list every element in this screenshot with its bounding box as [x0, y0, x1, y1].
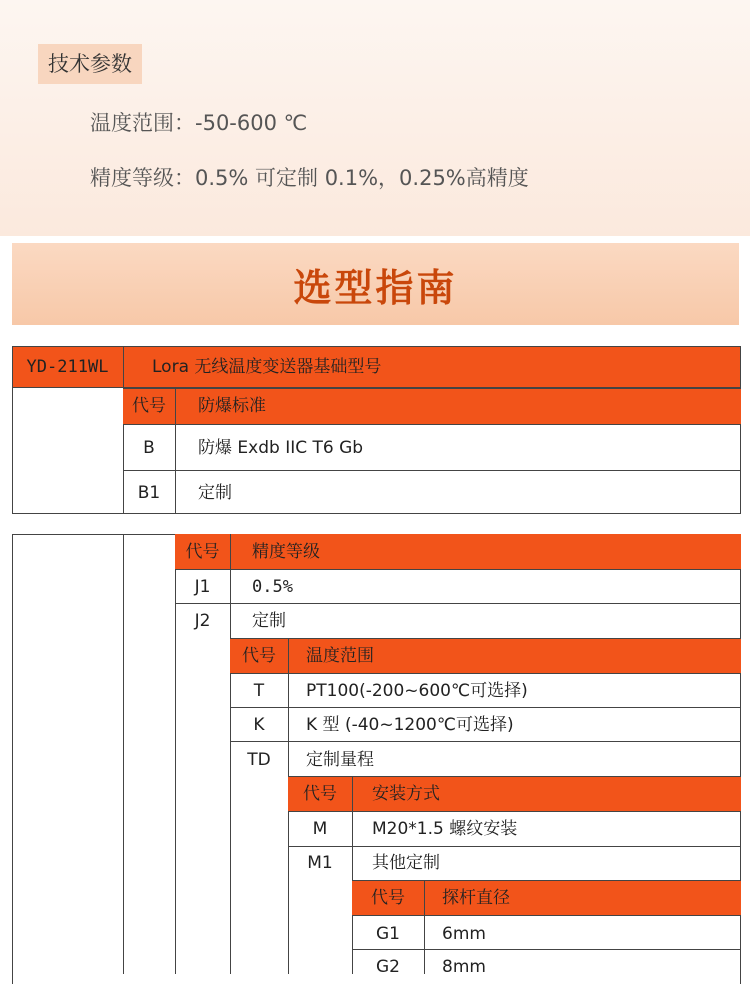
table-grid-line: [424, 880, 425, 974]
accuracy-code-header: 代号: [185, 542, 220, 562]
mount-header-row: [288, 776, 741, 812]
diameter-text-g2: 8mm: [442, 957, 486, 977]
range-code-t: T: [253, 681, 265, 701]
explosion-code-b1: B1: [137, 483, 161, 503]
temp-range-line: [90, 107, 307, 137]
selection-guide-title: 选型指南: [293, 266, 458, 310]
range-text-td: 定制量程: [306, 750, 374, 770]
temp-range-value: -50-600 ℃: [195, 111, 308, 135]
mount-name-header: 安装方式: [372, 784, 440, 804]
diameter-code-g2: G2: [376, 957, 400, 977]
diameter-code-header: 代号: [371, 888, 405, 908]
accuracy-text-j2: 定制: [252, 611, 286, 631]
explosion-name-header: 防爆标准: [198, 396, 266, 416]
selection-guide-banner: [12, 243, 739, 325]
diameter-code-g1: G1: [376, 924, 400, 944]
explosion-text-b: 防爆 Exdb IIC T6 Gb: [198, 438, 364, 458]
table-grid-line: [175, 534, 176, 974]
accuracy-text-j1: 0.5%: [252, 577, 293, 597]
table-grid-line: [230, 707, 741, 708]
options-table: [12, 534, 741, 984]
precision-line: [90, 162, 529, 192]
precision-value: 0.5% 可定制 0.1%，0.25%高精度: [195, 166, 529, 190]
table-grid-line: [175, 388, 176, 514]
range-code-td: TD: [247, 750, 271, 770]
range-name-header: 温度范围: [306, 646, 374, 666]
precision-label: 精度等级：: [90, 166, 195, 190]
table-grid-line: [288, 846, 741, 847]
table-grid-line: [230, 741, 741, 742]
explosion-code-header: 代号: [132, 396, 166, 416]
diameter-name-header: 探杆直径: [442, 888, 510, 908]
accuracy-code-j2: J2: [194, 611, 211, 631]
mount-code-header: 代号: [303, 784, 337, 804]
temp-range-label: 温度范围：: [90, 111, 195, 135]
diameter-text-g1: 6mm: [442, 924, 486, 944]
explosion-text-b1: 定制: [198, 483, 232, 503]
mount-text-m: M20*1.5 螺纹安装: [372, 819, 518, 839]
mount-text-m1: 其他定制: [372, 853, 440, 873]
model-code: YD-211WL: [26, 357, 109, 377]
tech-spec-title: 技术参数: [38, 44, 142, 84]
explosion-code-b: B: [143, 438, 155, 458]
range-code-header: 代号: [242, 646, 276, 666]
range-text-t: PT100(-200~600℃可选择): [306, 681, 528, 701]
mount-code-m: M: [312, 819, 328, 839]
table-grid-line: [123, 534, 124, 974]
table-grid-line: [175, 603, 741, 604]
range-code-k: K: [253, 715, 265, 735]
table-grid-line: [352, 949, 741, 950]
model-description: Lora 无线温度变送器基础型号: [152, 357, 382, 377]
accuracy-name-header: 精度等级: [252, 542, 320, 562]
accuracy-code-j1: J1: [194, 577, 211, 597]
table-grid-line: [123, 470, 741, 471]
range-text-k: K 型 (-40~1200℃可选择): [306, 715, 514, 735]
mount-code-m1: M1: [307, 853, 333, 873]
table-grid-line: [352, 776, 353, 974]
